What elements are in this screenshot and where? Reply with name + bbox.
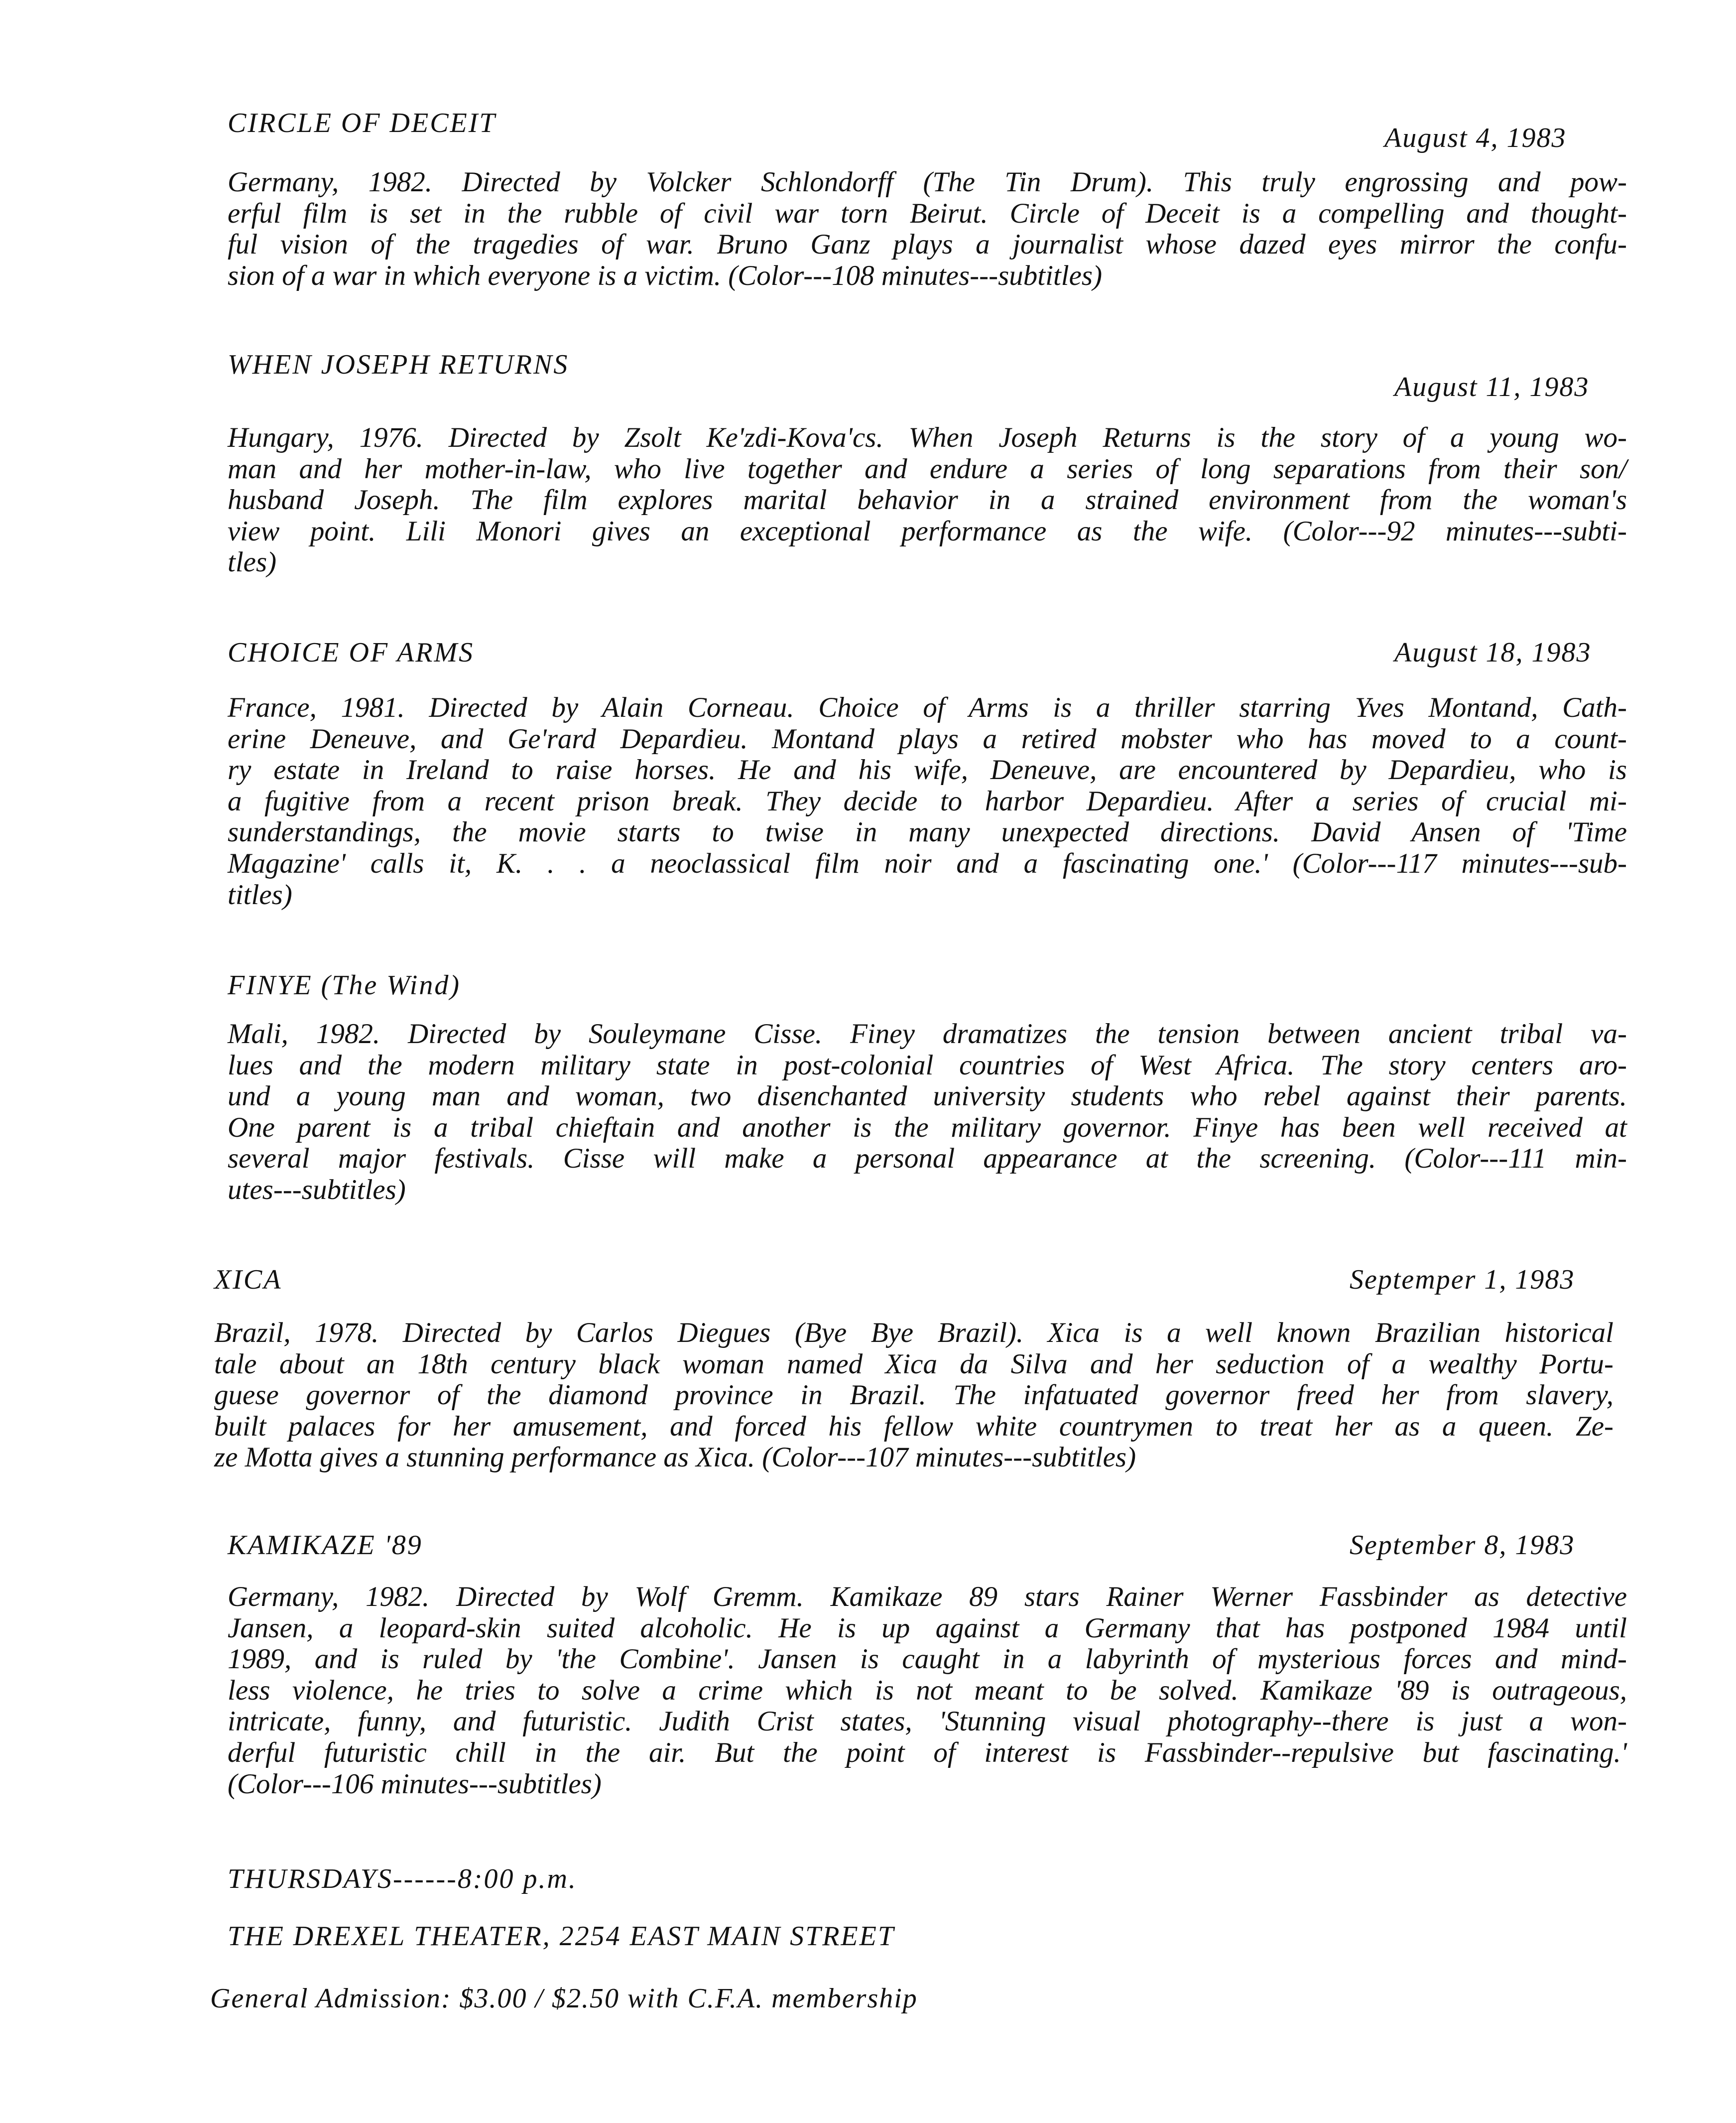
description-line: Hungary, 1976. Directed by Zsolt Ke'zdi-Kova'cs. When Joseph Returns is the story of a young wo- xyxy=(228,422,1627,453)
description-line: Magazine' calls it, K. . . a neoclassical film noir and a fascinating one.' (Color---117 minutes---sub- xyxy=(228,847,1627,879)
film-title: WHEN JOSEPH RETURNS xyxy=(228,349,569,380)
film-title: FINYE (The Wind) xyxy=(228,970,461,1001)
description-line: ful vision of the tragedies of war. Bruno Ganz plays a journalist whose dazed eyes mirror the confu- xyxy=(228,229,1627,261)
admission-prices: General Admission: $3.00 / $2.50 with C.F.A. membership xyxy=(210,1983,918,2014)
description-line: husband Joseph. The film explores marital behavior in a strained environment from the woman's xyxy=(228,484,1627,516)
description-line: One parent is a tribal chieftain and another is the military governor. Finye has been well received at xyxy=(228,1111,1627,1143)
film-title: CIRCLE OF DECEIT xyxy=(228,108,496,138)
description-line: view point. Lili Monori gives an exceptional performance as the wife. (Color---92 minutes---subti- xyxy=(228,515,1627,547)
description-line: ry estate in Ireland to raise horses. He and his wife, Deneuve, are encountered by Depardieu, who is xyxy=(228,754,1627,786)
screening-date: August 11, 1983 xyxy=(1394,372,1590,402)
description-line: several major festivals. Cisse will make a personal appearance at the screening. (Color---111 min- xyxy=(228,1143,1627,1175)
description-line: ze Motta gives a stunning performance as Xica. (Color---107 minutes---subtitles) xyxy=(214,1442,1136,1473)
description-line: Germany, 1982. Directed by Wolf Gremm. Kamikaze 89 stars Rainer Werner Fassbinder as detective xyxy=(228,1581,1627,1612)
description-line: und a young man and woman, two disenchanted university students who rebel against their parents. xyxy=(228,1080,1627,1112)
film-description xyxy=(214,1318,1613,1473)
description-line: Brazil, 1978. Directed by Carlos Diegues (Bye Bye Brazil). Xica is a well known Brazilian historical xyxy=(214,1317,1613,1348)
film-description xyxy=(228,1019,1627,1206)
description-line: intricate, funny, and futuristic. Judith Crist states, 'Stunning visual photography--there is just a won- xyxy=(228,1706,1627,1737)
description-line: a fugitive from a recent prison break. They decide to harbor Depardieu. After a series of crucial mi- xyxy=(228,785,1627,817)
film-description xyxy=(228,1582,1627,1800)
description-line: sion of a war in which everyone is a victim. (Color---108 minutes---subtitles) xyxy=(228,260,1103,291)
description-line: 1989, and is ruled by 'the Combine'. Jansen is caught in a labyrinth of mysterious forces and mind- xyxy=(228,1643,1627,1675)
description-line: guese governor of the diamond province in Brazil. The infatuated governor freed her from slavery, xyxy=(214,1379,1613,1411)
description-line: (Color---106 minutes---subtitles) xyxy=(228,1768,602,1800)
venue-address: THE DREXEL THEATER, 2254 EAST MAIN STREET xyxy=(228,1921,895,1952)
description-line: erful film is set in the rubble of civil war torn Beirut. Circle of Deceit is a compelling and thought- xyxy=(228,197,1627,229)
description-line: Mali, 1982. Directed by Souleymane Cisse. Finey dramatizes the tension between ancient tribal va- xyxy=(228,1018,1627,1050)
screening-date: Septemper 1, 1983 xyxy=(1350,1264,1575,1295)
description-line: erine Deneuve, and Ge'rard Depardieu. Montand plays a retired mobster who has moved to a count- xyxy=(228,723,1627,755)
description-line: lues and the modern military state in post-colonial countries of West Africa. The story centers aro- xyxy=(228,1049,1627,1081)
description-line: Germany, 1982. Directed by Volcker Schlondorff (The Tin Drum). This truly engrossing and pow- xyxy=(228,166,1627,198)
description-line: Jansen, a leopard-skin suited alcoholic. He is up against a Germany that has postponed 1984 until xyxy=(228,1612,1627,1644)
film-title: CHOICE OF ARMS xyxy=(228,637,475,668)
film-description xyxy=(228,692,1627,911)
description-line: France, 1981. Directed by Alain Corneau. Choice of Arms is a thriller starring Yves Montand, Cath- xyxy=(228,692,1627,723)
schedule-time: THURSDAYS------8:00 p.m. xyxy=(228,1863,577,1894)
description-line: utes---subtitles) xyxy=(228,1174,406,1205)
film-description xyxy=(228,167,1627,291)
description-line: derful futuristic chill in the air. But the point of interest is Fassbinder--repulsive but fascinating.' xyxy=(228,1736,1627,1768)
description-line: built palaces for her amusement, and forced his fellow white countrymen to treat her as a queen. Ze- xyxy=(214,1410,1613,1442)
description-line: titles) xyxy=(228,879,292,911)
screening-date: August 18, 1983 xyxy=(1394,637,1592,668)
film-title: KAMIKAZE '89 xyxy=(228,1530,423,1561)
description-line: less violence, he tries to solve a crime which is not meant to be solved. Kamikaze '89 is outrageous, xyxy=(228,1674,1627,1706)
screening-date: September 8, 1983 xyxy=(1350,1530,1575,1561)
description-line: tale about an 18th century black woman named Xica da Silva and her seduction of a wealthy Portu- xyxy=(214,1348,1613,1380)
film-title: XICA xyxy=(214,1264,282,1295)
description-line: tles) xyxy=(228,546,277,578)
description-line: sunderstandings, the movie starts to twise in many unexpected directions. David Ansen of 'Time xyxy=(228,816,1627,848)
description-line: man and her mother-in-law, who live together and endure a series of long separations from their son/ xyxy=(228,453,1627,485)
screening-date: August 4, 1983 xyxy=(1384,123,1567,153)
film-description xyxy=(228,422,1627,578)
